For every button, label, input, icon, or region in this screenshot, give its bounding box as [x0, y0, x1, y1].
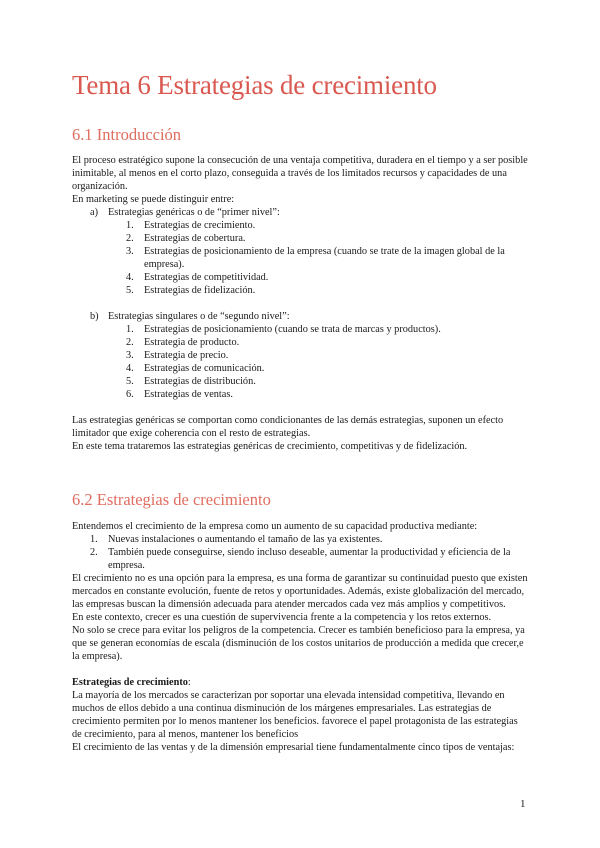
list-marker: b)	[90, 311, 99, 322]
paragraph: En este contexto, crecer es una cuestión de supervivencia frente a la competencia y los retos externos.	[72, 612, 492, 623]
list-item: 5. Estrategias de distribución.	[126, 376, 256, 387]
paragraph: No solo se crece para evitar los peligros de la competencia. Crecer es también beneficioso para la empresa, ya que se generan economías de escala (disminución de los costos unitarios de producción a medida que crecer,e la empresa).	[72, 625, 525, 662]
section-heading-introduccion: 6.1 Introducción	[72, 125, 182, 144]
list-item: 5. Estrategias de fidelización.	[126, 285, 256, 296]
paragraph: En este tema trataremos las estrategias genéricas de crecimiento, competitivas y de fidelización.	[72, 441, 468, 452]
paragraph: Entendemos el crecimiento de la empresa como un aumento de su capacidad productiva mediante:	[72, 521, 478, 532]
list-item-a	[72, 206, 530, 310]
paragraph: En marketing se puede distinguir entre:	[72, 194, 235, 205]
section-body-introduccion	[72, 154, 530, 453]
list-item: 2. Estrategias de cobertura.	[126, 233, 246, 244]
numbered-list	[72, 219, 530, 297]
strategy-list	[72, 206, 530, 401]
list-item: 2. Estrategia de producto.	[126, 337, 240, 348]
list-item: 3. Estrategia de precio.	[126, 350, 229, 361]
paragraph: El crecimiento de las ventas y de la dimensión empresarial tiene fundamentalmente cinco tipos de ventajas:	[72, 742, 515, 753]
list-label: Estrategias singulares o de “segundo nivel”:	[108, 311, 290, 322]
paragraph: El proceso estratégico supone la consecución de una ventaja competitiva, duradera en el tiempo y a ser posible inimitable, al menos en el corto plazo, conseguida a través de los limitados recursos y capacidades de una organización.	[72, 155, 528, 192]
list-item: 1. Estrategias de crecimiento.	[126, 220, 256, 231]
numbered-list	[72, 323, 530, 401]
page-number: 1	[520, 798, 526, 810]
paragraph: La mayoría de los mercados se caracterizan por soportar una elevada intensidad competitiva, llevando en muchos de ellos debido a una continua disminución de los márgenes empresariales. Las estrategias de crecimiento permiten por lo menos mantener los beneficios. favorece el papel protagonista de las estrategias de crecimiento, para al menos, mantener los beneficios	[72, 690, 518, 740]
list-item: 4. Estrategias de comunicación.	[126, 363, 265, 374]
list-item: 2. También puede conseguirse, siendo incluso deseable, aumentar la productividad y eficiencia de la empresa.	[90, 547, 511, 571]
list-marker: a)	[90, 207, 98, 218]
document-title: Tema 6 Estrategias de crecimiento	[72, 70, 437, 100]
numbered-list	[72, 533, 530, 572]
list-item: 3. Estrategias de posicionamiento de la empresa (cuando se trate de la imagen global de la empresa).	[126, 246, 505, 270]
section-body-estrategias	[72, 520, 530, 754]
bold-subheading: Estrategias de crecimiento	[72, 677, 188, 688]
section-heading-estrategias: 6.2 Estrategias de crecimiento	[72, 490, 271, 509]
paragraph: Las estrategias genéricas se comportan como condicionantes de las demás estrategias, suponen un efecto limitador que exige coherencia con el resto de estrategias.	[72, 415, 504, 439]
list-item: 4. Estrategias de competitividad.	[126, 272, 269, 283]
paragraph: El crecimiento no es una opción para la empresa, es una forma de garantizar su continuidad puesto que existen mercados en constante evolución, fuente de retos y oportunidades. Además, existe globalización del mercado, las empresas buscan la dimensión adecuada para atender mercados cada vez más amplios y competitivos.	[72, 573, 528, 610]
list-item: 1. Nuevas instalaciones o aumentando el tamaño de las ya existentes.	[90, 534, 383, 545]
list-item: 6. Estrategias de ventas.	[126, 389, 233, 400]
list-item-b	[72, 310, 530, 401]
subheading-paragraph: Estrategias de crecimiento:	[72, 677, 191, 688]
list-label: Estrategias genéricas o de “primer nivel”:	[108, 207, 280, 218]
list-item: 1. Estrategias de posicionamiento (cuando se trata de marcas y productos).	[126, 324, 441, 335]
